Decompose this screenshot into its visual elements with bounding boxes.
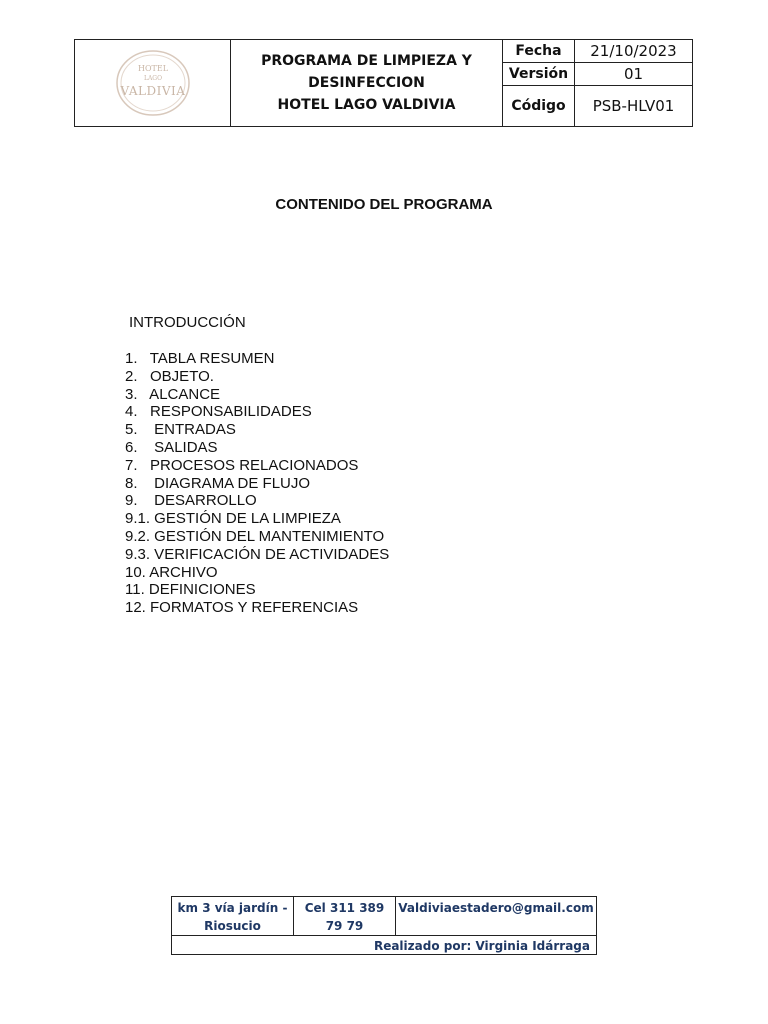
footer-contact-row: [172, 897, 596, 936]
version-label: Versión: [503, 63, 575, 85]
toc-item: 6. SALIDAS: [125, 438, 218, 456]
content-title: CONTENIDO DEL PROGRAMA: [275, 196, 493, 213]
logo-text-hotel: HOTEL: [137, 64, 168, 73]
phone-line-2: 79 79: [325, 919, 364, 933]
logo-text-valdivia: VALDIVIA: [120, 84, 185, 98]
hotel-logo-cell: [75, 40, 231, 126]
codigo-value: PSB-HLV01: [592, 97, 675, 115]
toc-item: 4. RESPONSABILIDADES: [125, 403, 312, 421]
version-value: 01: [623, 65, 644, 83]
toc-item: 1. TABLA RESUMEN: [125, 350, 275, 367]
toc-item: 9.2. GESTIÓN DEL MANTENIMIENTO: [125, 527, 385, 545]
toc-item: 3. ALCANCE: [125, 385, 221, 403]
toc-item: 7. PROCESOS RELACIONADOS: [125, 456, 359, 474]
codigo-label: Código: [503, 86, 575, 126]
title-line-2: DESINFECCION: [308, 75, 425, 91]
address-line-2: Riosucio: [204, 919, 261, 933]
toc-item: 9.1. GESTIÓN DE LA LIMPIEZA: [125, 510, 341, 528]
toc-introduction: INTRODUCCIÓN: [129, 314, 246, 331]
toc-item: 9.3. VERIFICACIÓN DE ACTIVIDADES: [125, 545, 390, 563]
fecha-value: 21/10/2023: [590, 42, 677, 60]
logo-text-lago: LAGO: [143, 75, 162, 82]
meta-row-fecha: [503, 40, 692, 63]
footer-phone: [294, 897, 396, 935]
meta-row-codigo: [503, 86, 692, 126]
footer-address: [172, 897, 294, 935]
table-of-contents: [125, 350, 389, 617]
toc-item: 12. FORMATOS Y REFERENCIAS: [125, 599, 359, 617]
toc-item: 10. ARCHIVO: [125, 563, 218, 581]
document-footer-table: [171, 896, 597, 955]
fecha-label: Fecha: [503, 40, 575, 62]
title-line-1: PROGRAMA DE LIMPIEZA Y: [261, 53, 472, 69]
toc-item: 9. DESARROLLO: [125, 492, 257, 510]
title-line-3: HOTEL LAGO VALDIVIA: [277, 97, 456, 113]
toc-item: 11. DEFINICIONES: [125, 581, 256, 599]
footer-author: Realizado por: Virginia Idárraga: [373, 938, 590, 953]
address-line-1: km 3 vía jardín -: [177, 901, 288, 915]
toc-item: 2. OBJETO.: [125, 367, 214, 385]
meta-row-version: [503, 63, 692, 86]
toc-item: 5. ENTRADAS: [125, 421, 236, 439]
document-title-cell: [231, 40, 503, 126]
phone-line-1: Cel 311 389: [304, 901, 385, 915]
document-meta: [503, 40, 692, 126]
hotel-logo: [113, 47, 193, 119]
toc-item: 8. DIAGRAMA DE FLUJO: [125, 474, 311, 492]
document-header-table: [74, 39, 693, 127]
footer-email: Valdiviaestadero@gmail.com: [398, 901, 594, 915]
